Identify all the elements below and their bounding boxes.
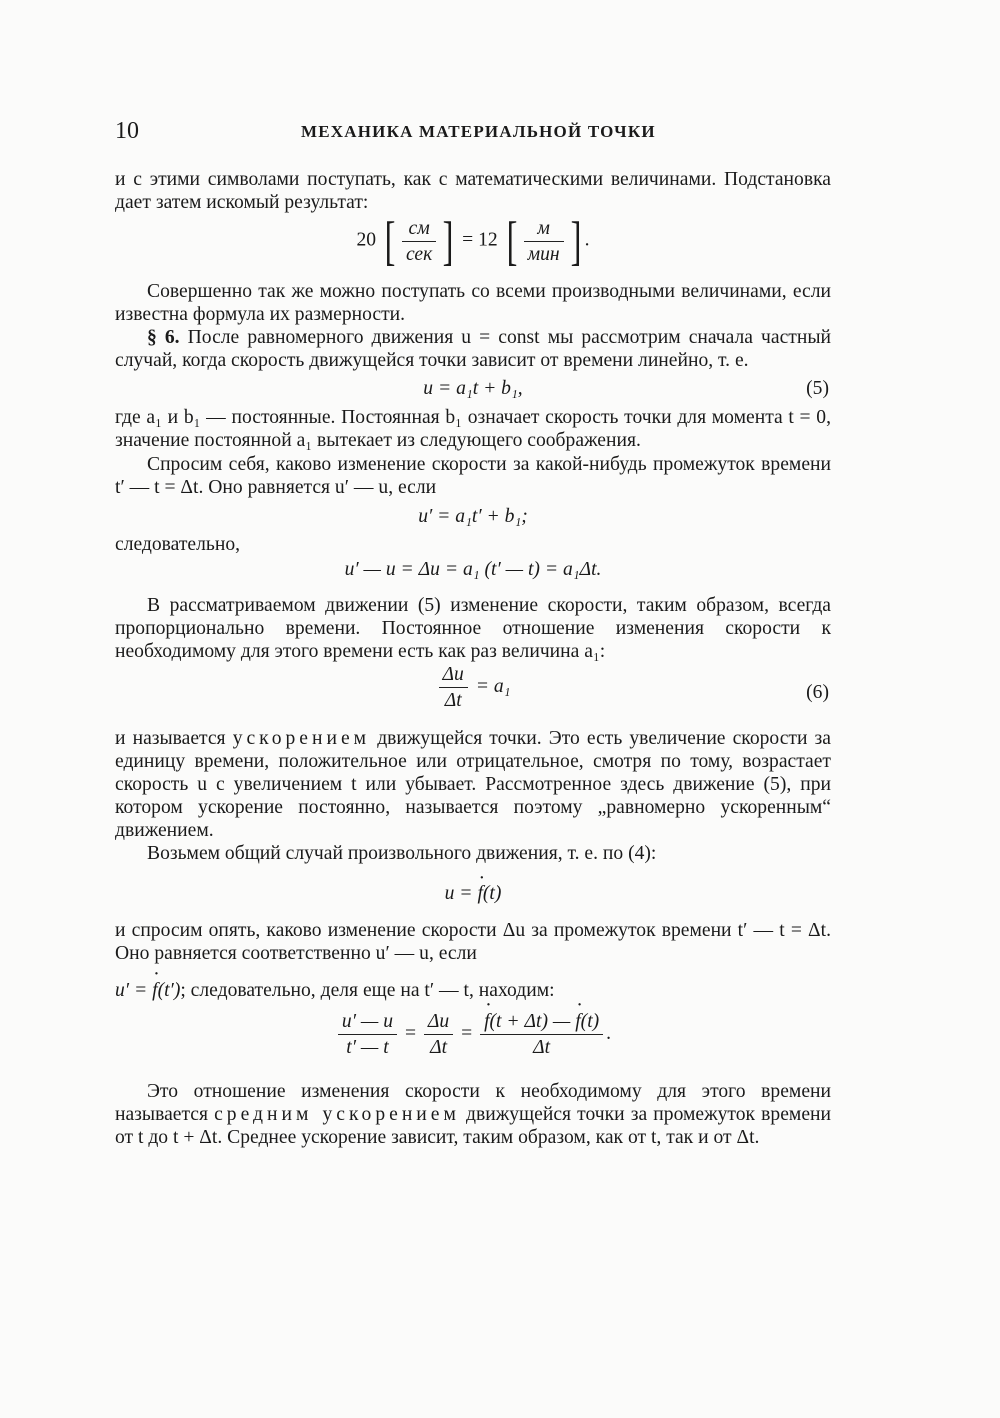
avg-f2-den: Δt bbox=[430, 1037, 448, 1058]
bracket-open-icon: [ bbox=[506, 211, 518, 271]
paragraph-2: Совершенно так же можно поступать со всеми производными величинами, если известна формула их размерности. bbox=[115, 281, 831, 325]
equation-6-number: (6) bbox=[806, 682, 829, 703]
avg-f3-den: Δt bbox=[533, 1037, 551, 1058]
bracket-close-icon: ] bbox=[570, 211, 582, 271]
paragraph-6: следовательно, bbox=[115, 534, 241, 555]
equation-5 bbox=[115, 372, 831, 406]
equation-5-text: u = a₁t + b₁, bbox=[423, 378, 523, 399]
units-left-fraction bbox=[402, 217, 436, 266]
paragraph-1: и с этими символами поступать, как с математическими величинами. Подстановка дает затем искомый результат: bbox=[115, 169, 831, 213]
units-right-coef: 12 bbox=[478, 229, 498, 251]
units-equals: = bbox=[462, 229, 474, 251]
paragraph-12-start: Это отношение изменения скорости к необходимому для этого времени называется bbox=[115, 1081, 831, 1125]
units-left-coef: 20 bbox=[356, 229, 377, 251]
term-acceleration: ускорением bbox=[232, 728, 371, 749]
units-right-fraction bbox=[524, 217, 564, 266]
paragraph-11-text: ; следовательно, деля еще на t′ — t, находим: bbox=[180, 980, 555, 1001]
paragraph-12-text: движущейся точки за промежуток времени от t до t + Δt. Среднее ускорение зависит, таким образом, как от t, так и от Δt. bbox=[115, 1104, 831, 1148]
paragraph-5: Спросим себя, каково изменение скорости за какой-нибудь промежуток времени t′ — t = Δt. Оно равняется u′ — u, если bbox=[115, 454, 831, 498]
paragraph-7: В рассматриваемом движении (5) изменение скорости, таким образом, всегда пропорционально времени. Постоянное отношение изменения скорости к необходимому для этого времени есть как раз величина a₁: bbox=[115, 595, 831, 662]
avg-f3-num-a: (t + Δt) — bbox=[489, 1011, 576, 1032]
page-number: 10 bbox=[115, 118, 139, 144]
equation-general-lhs: u = bbox=[444, 883, 478, 904]
avg-fraction-2 bbox=[424, 1010, 453, 1059]
equation-general bbox=[115, 865, 831, 913]
bracket-open-icon: [ bbox=[384, 211, 396, 271]
term-average-acceleration: средним ускорением bbox=[214, 1104, 460, 1125]
paragraph-8-start: и называется bbox=[115, 728, 226, 749]
inline-eq-arg: (t′) bbox=[157, 980, 181, 1001]
units-left-den: сек bbox=[405, 243, 433, 265]
avg-fraction-3 bbox=[480, 1010, 603, 1059]
equation-5-number: (5) bbox=[806, 378, 829, 399]
paragraph-12 bbox=[115, 1080, 831, 1149]
units-right-den: мин bbox=[527, 243, 560, 265]
paragraph-8 bbox=[115, 727, 831, 842]
avg-eq-1: = bbox=[404, 1023, 416, 1044]
running-title: МЕХАНИКА МАТЕРИАЛЬНОЙ ТОЧКИ bbox=[301, 122, 656, 141]
paragraph-11 bbox=[115, 979, 831, 1002]
units-left-num: см bbox=[402, 217, 436, 242]
units-right-num: м bbox=[524, 217, 564, 242]
inline-eq-f: · f bbox=[152, 979, 157, 1002]
paragraph-3-text: После равномерного движения u = const мы рассмотрим сначала частный случай, когда скорость движущейся точки зависит от времени линейно, т. е. bbox=[115, 327, 831, 371]
equation-average bbox=[115, 1010, 831, 1074]
equation-6-num: Δu bbox=[439, 663, 468, 688]
equation-units bbox=[115, 211, 831, 278]
avg-f3-num-b: (t) bbox=[580, 1011, 600, 1032]
equation-6-rhs: = a₁ bbox=[475, 676, 511, 697]
paragraph-4: где a₁ и b₁ — постоянные. Постоянная b₁ означает скорость точки для момента t = 0, значение постоянной a₁ вытекает из следующего соображения. bbox=[115, 407, 831, 451]
equation-general-arg: (t) bbox=[482, 883, 502, 904]
avg-eq-2: = bbox=[461, 1023, 473, 1044]
paragraph-3 bbox=[115, 326, 831, 372]
avg-end: . bbox=[606, 1023, 612, 1044]
avg-f3-f2: · f bbox=[575, 1010, 580, 1033]
bracket-close-icon: ] bbox=[442, 211, 454, 271]
equation-6-fraction bbox=[439, 663, 468, 712]
equation-6 bbox=[115, 663, 831, 727]
avg-fraction-1 bbox=[338, 1010, 397, 1059]
avg-f2-num: Δu bbox=[424, 1010, 453, 1035]
page-header bbox=[115, 118, 835, 148]
equation-6-den: Δt bbox=[444, 690, 462, 711]
main-text bbox=[115, 168, 831, 1149]
paragraph-10: и спросим опять, каково изменение скорости Δu за промежуток времени t′ — t = Δt. Оно равняется соответственно u′ — u, если bbox=[115, 920, 831, 964]
avg-f1-den: t′ — t bbox=[346, 1037, 389, 1058]
paragraph-9: Возьмем общий случай произвольного движения, т. е. по (4): bbox=[147, 843, 657, 864]
equation-general-f: · f bbox=[477, 865, 482, 923]
avg-f3-f1: · f bbox=[484, 1010, 489, 1033]
inline-eq-lhs: u′ = bbox=[115, 980, 153, 1001]
avg-f3-num bbox=[480, 1010, 603, 1035]
units-end: . bbox=[584, 229, 590, 251]
paragraph-8-text: движущейся точки. Это есть увеличение скорости за единицу времени, положительное или отрицательное, смотря по тому, возрастает скорость u с увеличением t или убывает. Рассмотренное здесь движение (5), при котором ускорение постоянно, называется поэтому „равномерно ускоренным“ движением. bbox=[115, 728, 831, 841]
equation-u-prime: u′ = a₁t′ + b₁; bbox=[418, 506, 528, 527]
equation-delta: u′ — u = Δu = a₁ (t′ — t) = a₁Δt. bbox=[344, 559, 602, 580]
section-number: § 6. bbox=[147, 327, 180, 348]
avg-f1-num: u′ — u bbox=[338, 1010, 397, 1035]
